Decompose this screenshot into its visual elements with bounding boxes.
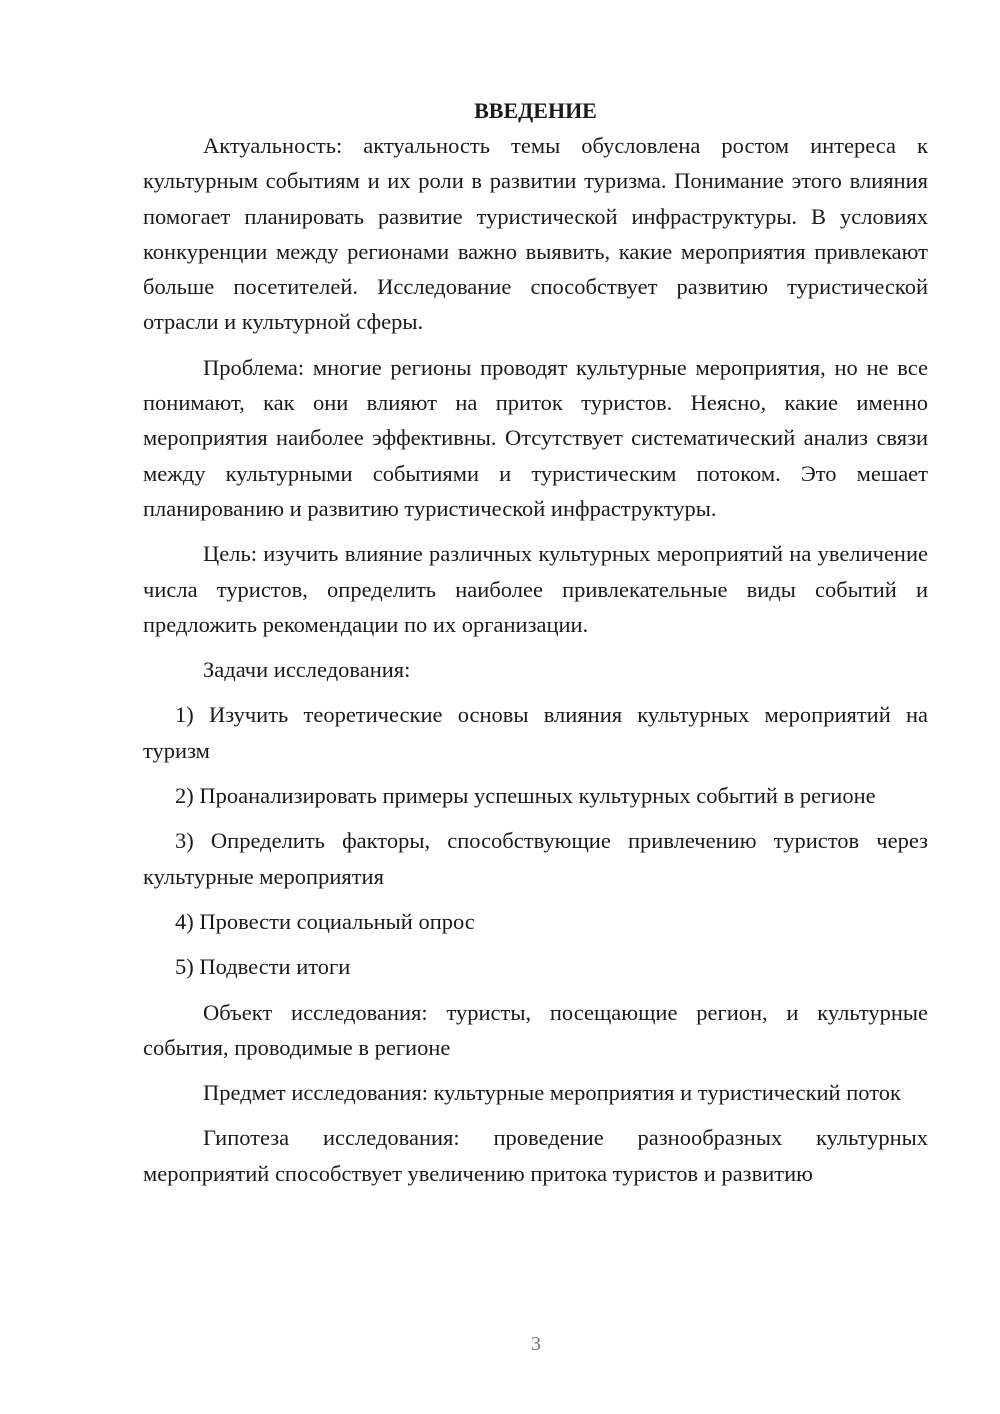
paragraph-object: Объект исследования: туристы, посещающие регион, и культурные события, проводимые в регионе <box>143 999 928 1060</box>
page-number: 3 <box>531 1333 541 1355</box>
paragraph-goal: Цель: изучить влияние различных культурных мероприятий на увеличение числа туристов, определить наиболее привлекательные виды событий и предложить рекомендации по их организации. <box>143 541 928 637</box>
paragraph-relevance: Актуальность: актуальность темы обусловлена ростом интереса к культурным событиям и их роли в развитии туризма. Понимание этого влияния помогает планировать развитие туристической инфраструктуры. В условиях конкуренции между регионами важно выявить, какие мероприятия привлекают больше посетителей. Исследование способствует развитию туристической отрасли и культурной сферы. <box>143 133 928 335</box>
task-item: 5) Подвести итоги <box>175 954 351 980</box>
task-item: 1) Изучить теоретические основы влияния культурных мероприятий на туризм <box>143 702 928 763</box>
section-title: ВВЕДЕНИЕ <box>474 98 597 123</box>
task-item: 2) Проанализировать примеры успешных культурных событий в регионе <box>175 783 876 809</box>
tasks-heading: Задачи исследования: <box>203 657 411 683</box>
paragraph-problem: Проблема: многие регионы проводят культурные мероприятия, но не все понимают, как они влияют на приток туристов. Неясно, какие именно мероприятия наиболее эффективны. Отсутствует систематический анализ связи между культурными событиями и туристическим потоком. Это мешает планированию и развитию туристической инфраструктуры. <box>143 354 928 521</box>
task-item: 3) Определить факторы, способствующие привлечению туристов через культурные мероприятия <box>143 828 928 889</box>
page-body <box>143 94 928 1191</box>
paragraph-subject: Предмет исследования: культурные мероприятия и туристический поток <box>203 1080 901 1106</box>
paragraph-hypothesis: Гипотеза исследования: проведение разнообразных культурных мероприятий способствует увеличению притока туристов и развитию <box>143 1125 928 1186</box>
task-item: 4) Провести социальный опрос <box>175 908 475 934</box>
